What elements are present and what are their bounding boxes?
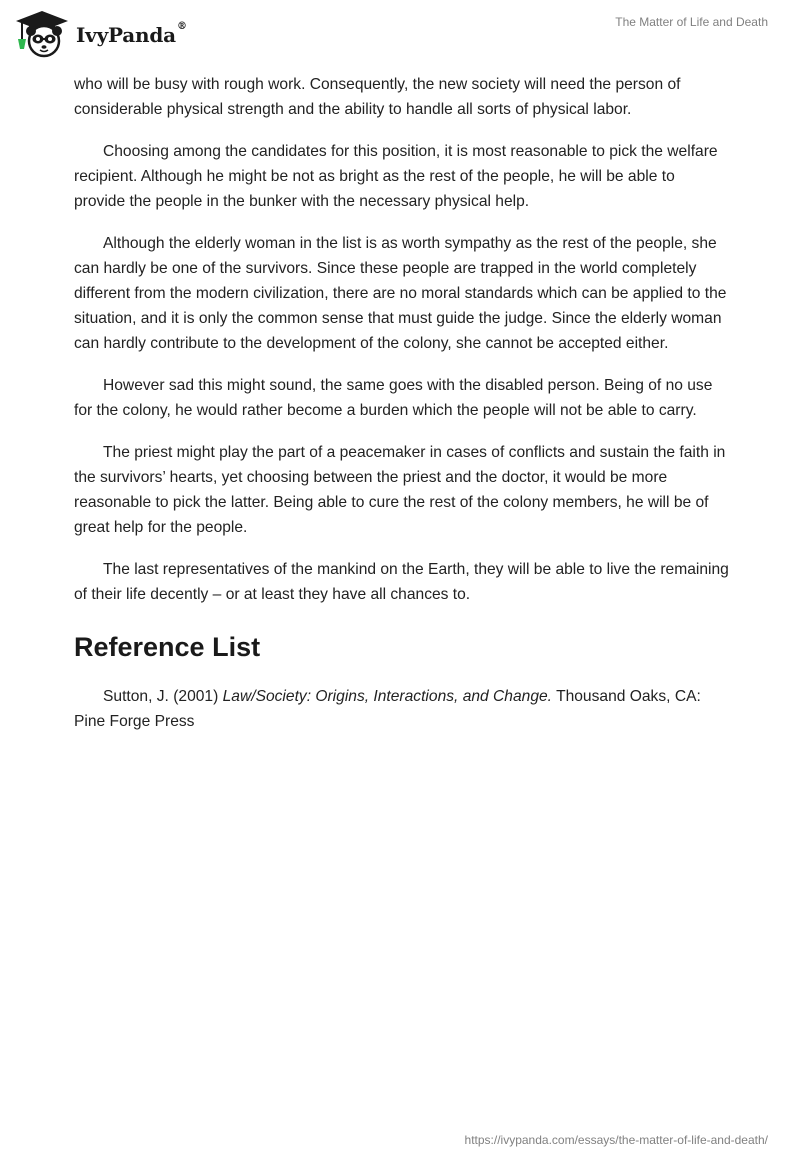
- paragraph: The priest might play the part of a peacemaker in cases of conflicts and sustain the faith in the survivors’ hearts, yet choosing between the priest and the doctor, it would be more reasonable to pick the latter. Being able to cure the rest of the colony members, he will be of great help for the people.: [74, 444, 726, 536]
- reference-title: Law/Society: Origins, Interactions, and Change.: [222, 688, 553, 705]
- reference-publisher: Thousand Oaks, CA: Pine Forge Press: [74, 688, 701, 730]
- paragraph: However sad this might sound, the same goes with the disabled person. Being of no use for the colony, he would rather become a burden which the people will not be able to carry.: [74, 377, 713, 419]
- paragraph: who will be busy with rough work. Consequently, the new society will need the person of considerable physical strength and the ability to handle all sorts of physical labor.: [74, 76, 681, 118]
- paragraph: The last representatives of the mankind on the Earth, they will be able to live the remaining of their life decently – or at least they have all chances to.: [74, 561, 729, 603]
- paragraph: Although the elderly woman in the list is as worth sympathy as the rest of the people, she can hardly be one of the survivors. Since these people are trapped in the world completely different from the modern civilization, there are no moral standards which can be applied to the situation, and it is only the common sense that must guide the judge. Since the elderly woman can hardly contribute to the development of the colony, she cannot be accepted either.: [74, 235, 727, 352]
- document-title: The Matter of Life and Death: [615, 15, 768, 29]
- brand-logo[interactable]: [14, 9, 187, 59]
- panda-graduation-cap-icon: [14, 9, 70, 59]
- paragraph: Choosing among the candidates for this position, it is most reasonable to pick the welfare recipient. Although he might be not as bright as the rest of the people, he will be able to provide the people in the bunker with the necessary physical help.: [74, 143, 718, 210]
- registered-mark: ®: [176, 21, 187, 32]
- reference-list-heading: Reference List: [74, 632, 261, 662]
- brand-name: IvyPanda®: [76, 21, 187, 47]
- source-url[interactable]: https://ivypanda.com/essays/the-matter-of-life-and-death/: [464, 1133, 768, 1147]
- reference-entry: [74, 684, 729, 734]
- essay-content: [74, 72, 729, 734]
- page-header: [0, 0, 800, 70]
- reference-author-year: Sutton, J. (2001): [103, 688, 223, 705]
